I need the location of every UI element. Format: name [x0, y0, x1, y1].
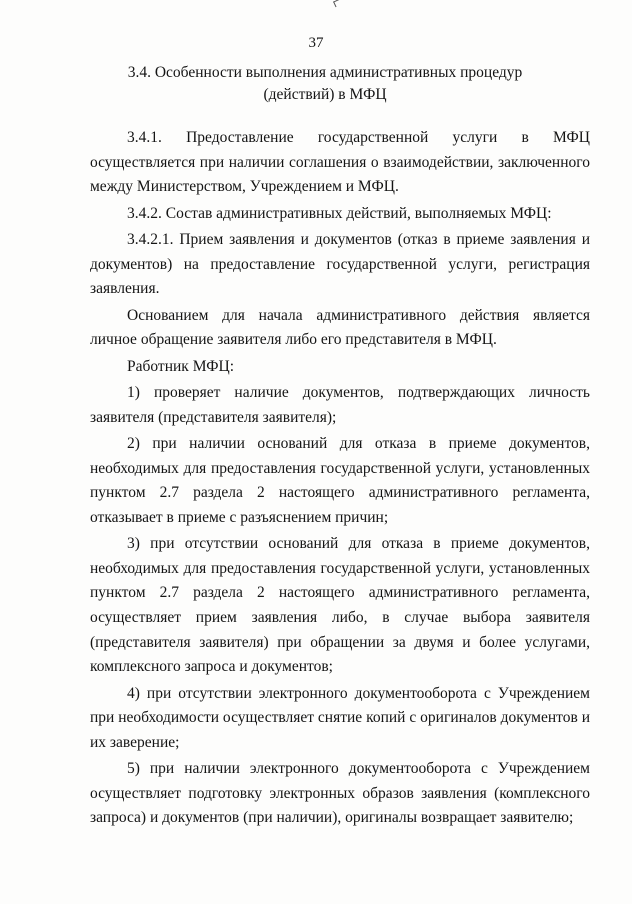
- paragraph-worker: Работник МФЦ:: [127, 357, 235, 375]
- paragraph-3-4-1: 3.4.1. Предоставление государственной услуги в МФЦ осуществляется при наличии соглашения о взаимодействии, заключенного между Министерством, Учреждением и МФЦ.: [90, 129, 590, 196]
- list-item-1: 1) проверяет наличие документов, подтверждающих личность заявителя (представителя заявителя);: [90, 384, 590, 426]
- paragraph-3-4-2: 3.4.2. Состав административных действий, выполняемых МФЦ:: [127, 204, 552, 222]
- list-item-4: 4) при отсутствии электронного документооборота с Учреждением при необходимости осуществляет снятие копий с оригиналов документов и их заверение;: [90, 684, 590, 751]
- document-body: [90, 126, 590, 833]
- list-item-5: 5) при наличии электронного документооборота с Учреждением осуществляет подготовку электронных образов заявления (комплексного запроса) и документов (при наличии), оригиналы возвращает заявителю;: [90, 760, 590, 827]
- paragraph-3-4-2-1: 3.4.2.1. Прием заявления и документов (отказ в приеме заявления и документов) на предоставление государственной услуги, регистрация заявления.: [90, 231, 590, 298]
- section-heading: [90, 62, 560, 106]
- section-heading-line-2: (действий) в МФЦ: [263, 86, 387, 103]
- list-item-3: 3) при отсутствии оснований для отказа в приеме документов, необходимых для предоставления государственной услуги, установленных пунктом 2.7 раздела 2 настоящего административного регламента, осуществляет прием заявления либо, в случае выбора заявителя (представителя заявителя) при обращении за двумя и более услугами, комплексного запроса и документов;: [90, 535, 590, 676]
- section-heading-line-1: 3.4. Особенности выполнения административных процедур: [127, 64, 523, 81]
- scan-mark: [333, 0, 342, 7]
- paragraph-basis: Основанием для начала административного действия является личное обращение заявителя либо его представителя в МФЦ.: [90, 306, 590, 349]
- page-number: 37: [308, 35, 324, 51]
- list-item-2: 2) при наличии оснований для отказа в приеме документов, необходимых для предоставления государственной услуги, установленных пунктом 2.7 раздела 2 настоящего административного регламента, отказывает в приеме с разъяснением причин;: [90, 435, 590, 526]
